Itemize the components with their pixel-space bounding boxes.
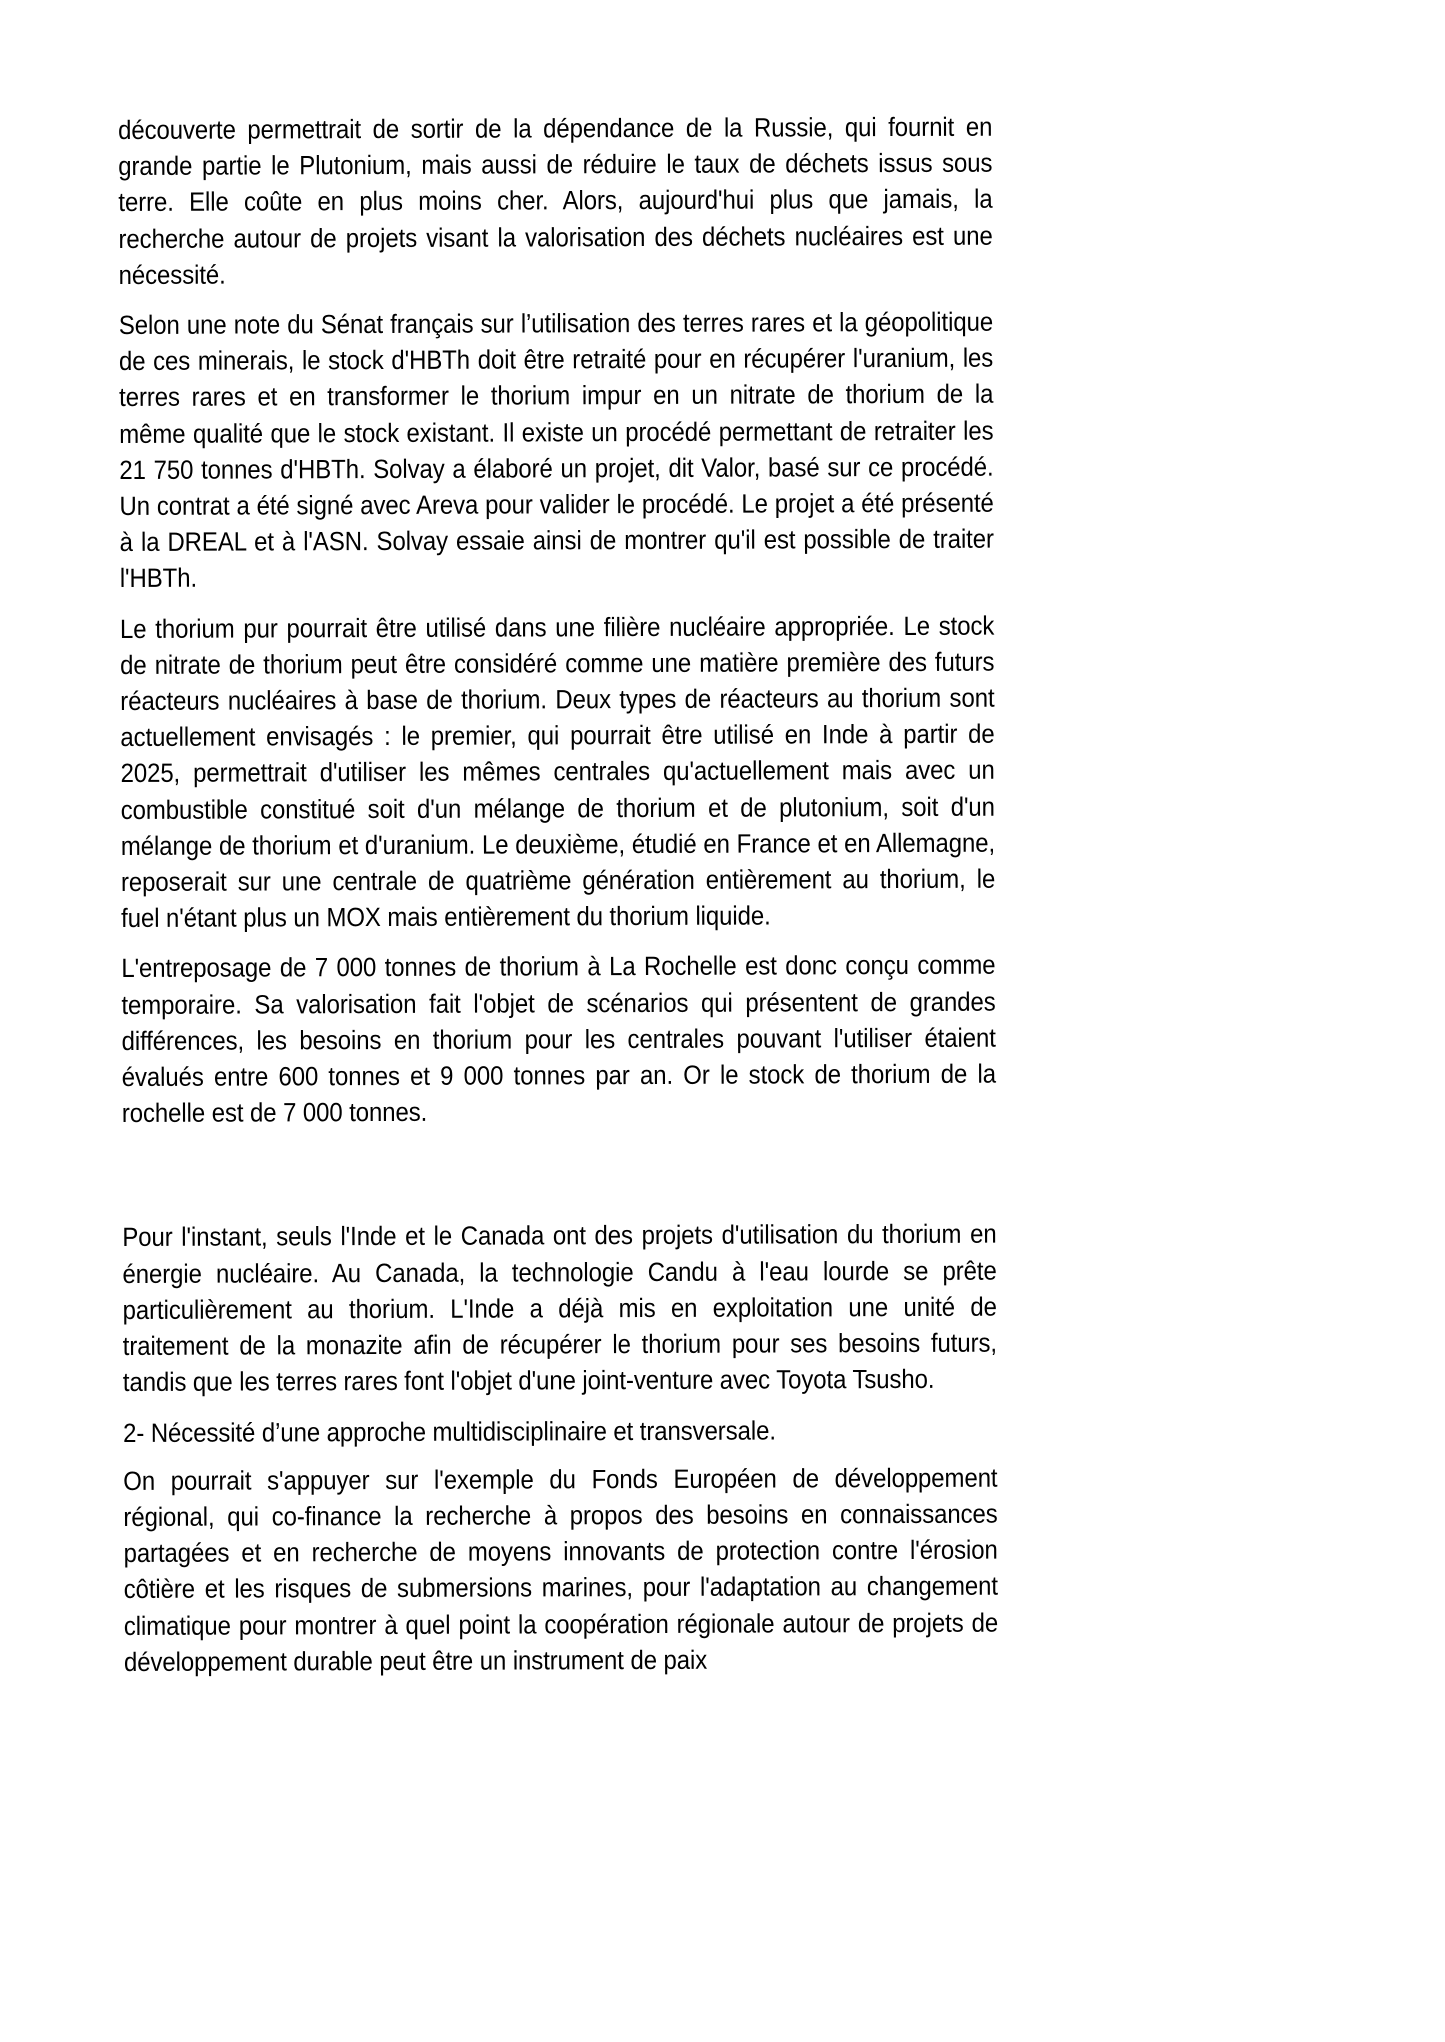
paragraph-senat-francais: Selon une note du Sénat français sur l’utilisation des terres rares et la géopolitique de ces minerais, le stock d'HBTh doit être retraité pour en récupérer l'uranium, les terres rares et en transformer le thorium impur en un nitrate de thorium de la même qualité que le stock existant. Il existe un procédé permettant de retraiter les 21 750 tonnes d'HBTh. Solvay a élaboré un projet, dit Valor, basé sur ce procédé. Un contrat a été signé avec Areva pour valider le procédé. Le projet a été présenté à la DREAL et à l'ASN. Solvay essaie ainsi de montrer qu'il est possible de traiter l'HBTh. [118,306,994,594]
paragraph-decouverte: découverte permettrait de sortir de la dépendance de la Russie, qui fournit en grande partie le Plutonium, mais aussi de réduire le taux de déchets issus sous terre. Elle coûte en plus moins cher. Alors, aujourd'hui plus que jamais, la recherche autour de projets visant la valorisation des déchets nucléaires est une nécessité. [118,111,993,290]
paragraph-fonds-europeen: On pourrait s'appuyer sur l'exemple du Fonds Européen de développement régional, qui co-finance la recherche à propos des besoins en connaissances partagées et en recherche de moyens innovants de protection contre l'érosion côtière et les risques de submersions marines, pour l'adaptation au changement climatique pour montrer à quel point la coopération régionale autour de projets de développement durable peut être un instrument de paix [123,1462,999,1677]
paragraph-inde-canada: Pour l'instant, seuls l'Inde et le Canada ont des projets d'utilisation du thorium en énergie nucléaire. Au Canada, la technologie Candu à l'eau lourde se prête particulièrement au thorium. L'Inde a déjà mis en exploitation une unité de traitement de la monazite afin de récupérer le thorium pour ses besoins futurs, tandis que les terres rares font l'objet d'une joint-venture avec Toyota Tsusho. [122,1219,998,1398]
paragraph-thorium-pur: Le thorium pur pourrait être utilisé dans une filière nucléaire appropriée. Le stock de nitrate de thorium peut être considéré comme une matière première des futurs réacteurs nucléaires à base de thorium. Deux types de réacteurs au thorium sont actuellement envisagés : le premier, qui pourrait être utilisé en Inde à partir de 2025, permettrait d'utiliser les mêmes centrales qu'actuellement mais avec un combustible constitué soit d'un mélange de thorium et de plutonium, soit d'un mélange de thorium et d'uranium. Le deuxième, étudié en France et en Allemagne, reposerait sur une centrale de quatrième génération entièrement au thorium, le fuel n'étant plus un MOX mais entièrement du thorium liquide. [119,610,996,934]
heading-section-2: 2- Nécessité d’une approche multidisciplinaire et transversale. [123,1414,776,1448]
document-text-body [118,109,998,1680]
paragraph-entreposage-la-rochelle: L'entreposage de 7 000 tonnes de thorium à La Rochelle est donc conçu comme temporaire. Sa valorisation fait l'objet de scénarios qui présentent de grandes différences, les besoins en thorium pour les centrales pouvant l'utiliser étaient évalués entre 600 tonnes et 9 000 tonnes par an. Or le stock de thorium de la rochelle est de 7 000 tonnes. [121,950,996,1129]
